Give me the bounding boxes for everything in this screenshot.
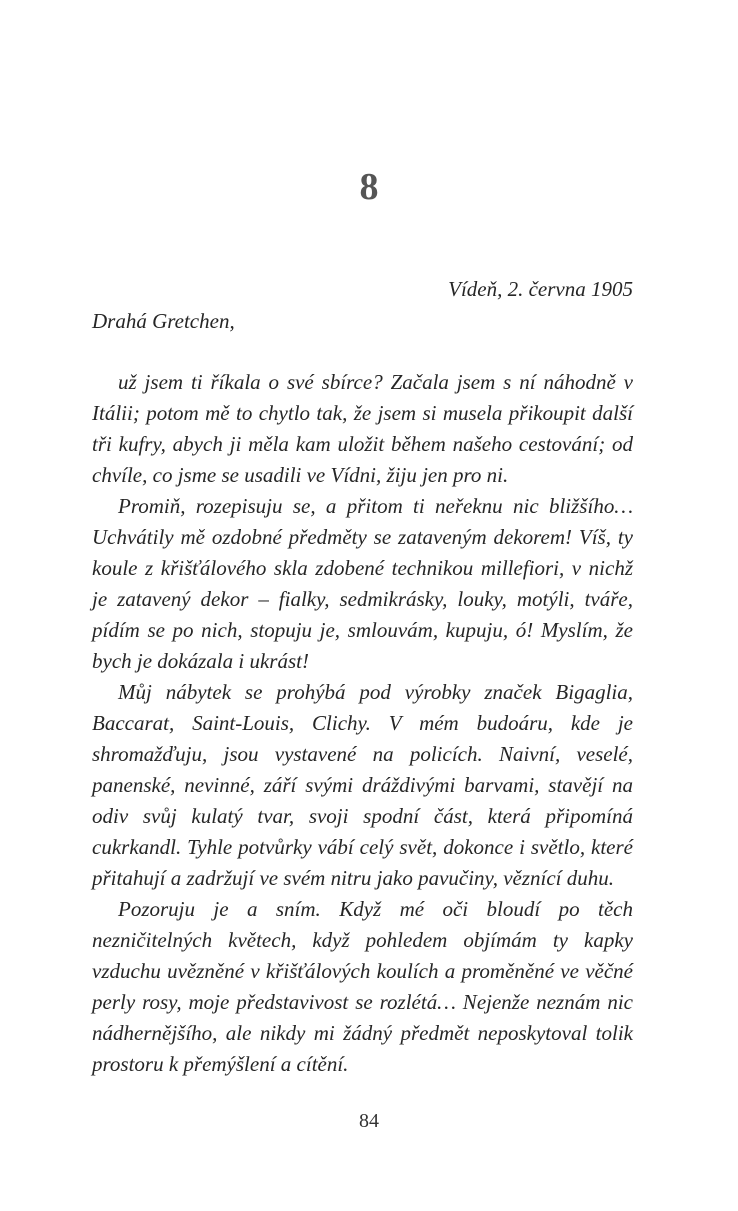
paragraph-3: Můj nábytek se prohýbá pod výrobky značek Bigaglia, Baccarat, Saint-Louis, Clichy. V mém budoáru, kde je shromažďuju, jsou vystavené na policích. Naivní, veselé, panenské, nevinné, září svými dráždivými barvami, stavějí na odiv svůj kulatý tvar, svoji spodní část, která připomíná cukrkandl. Tyhle potvůrky vábí celý svět, dokonce i světlo, které přitahují a zadržují ve svém nitru jako pavučiny, věznící duhu. <box>92 680 633 890</box>
paragraph-1: už jsem ti říkala o své sbírce? Začala jsem s ní náhodně v Itálii; potom mě to chytlo tak, že jsem si musela přikoupit další tři kufry, abych ji měla kam uložit během našeho cestování; od chvíle, co jsme se usadili ve Vídni, žiju jen pro ni. <box>92 370 633 487</box>
chapter-number: 8 <box>359 166 379 208</box>
paragraph-4: Pozoruju je a sním. Když mé oči bloudí po těch nezničitelných květech, když pohledem objímám ty kapky vzduchu uvězněné v křišťálových koulích a proměněné ve věčné perly rosy, moje představivost se rozlétá… Nejenže neznám nic nádhernějšího, ale nikdy mi žádný předmět neposkytoval tolik prostoru k přemýšlení a cítění. <box>92 897 633 1076</box>
paragraph-2: Promiň, rozepisuju se, a přitom ti neřeknu nic bližšího… Uchvátily mě ozdobné předměty se zataveným dekorem! Víš, ty koule z křišťálového skla zdobené technikou millefiori, v nichž je zatavený dekor – fialky, sedmikrásky, louky, motýli, tváře, pídím se po nich, stopuju je, smlouvám, kupuju, ó! Myslím, že bych je dokázala i ukrást! <box>92 494 633 673</box>
letter-salutation: Drahá Gretchen, <box>92 309 235 333</box>
page-number: 84 <box>359 1110 379 1132</box>
letter-dateline: Vídeň, 2. června 1905 <box>448 277 633 301</box>
letter-body <box>92 367 633 1080</box>
